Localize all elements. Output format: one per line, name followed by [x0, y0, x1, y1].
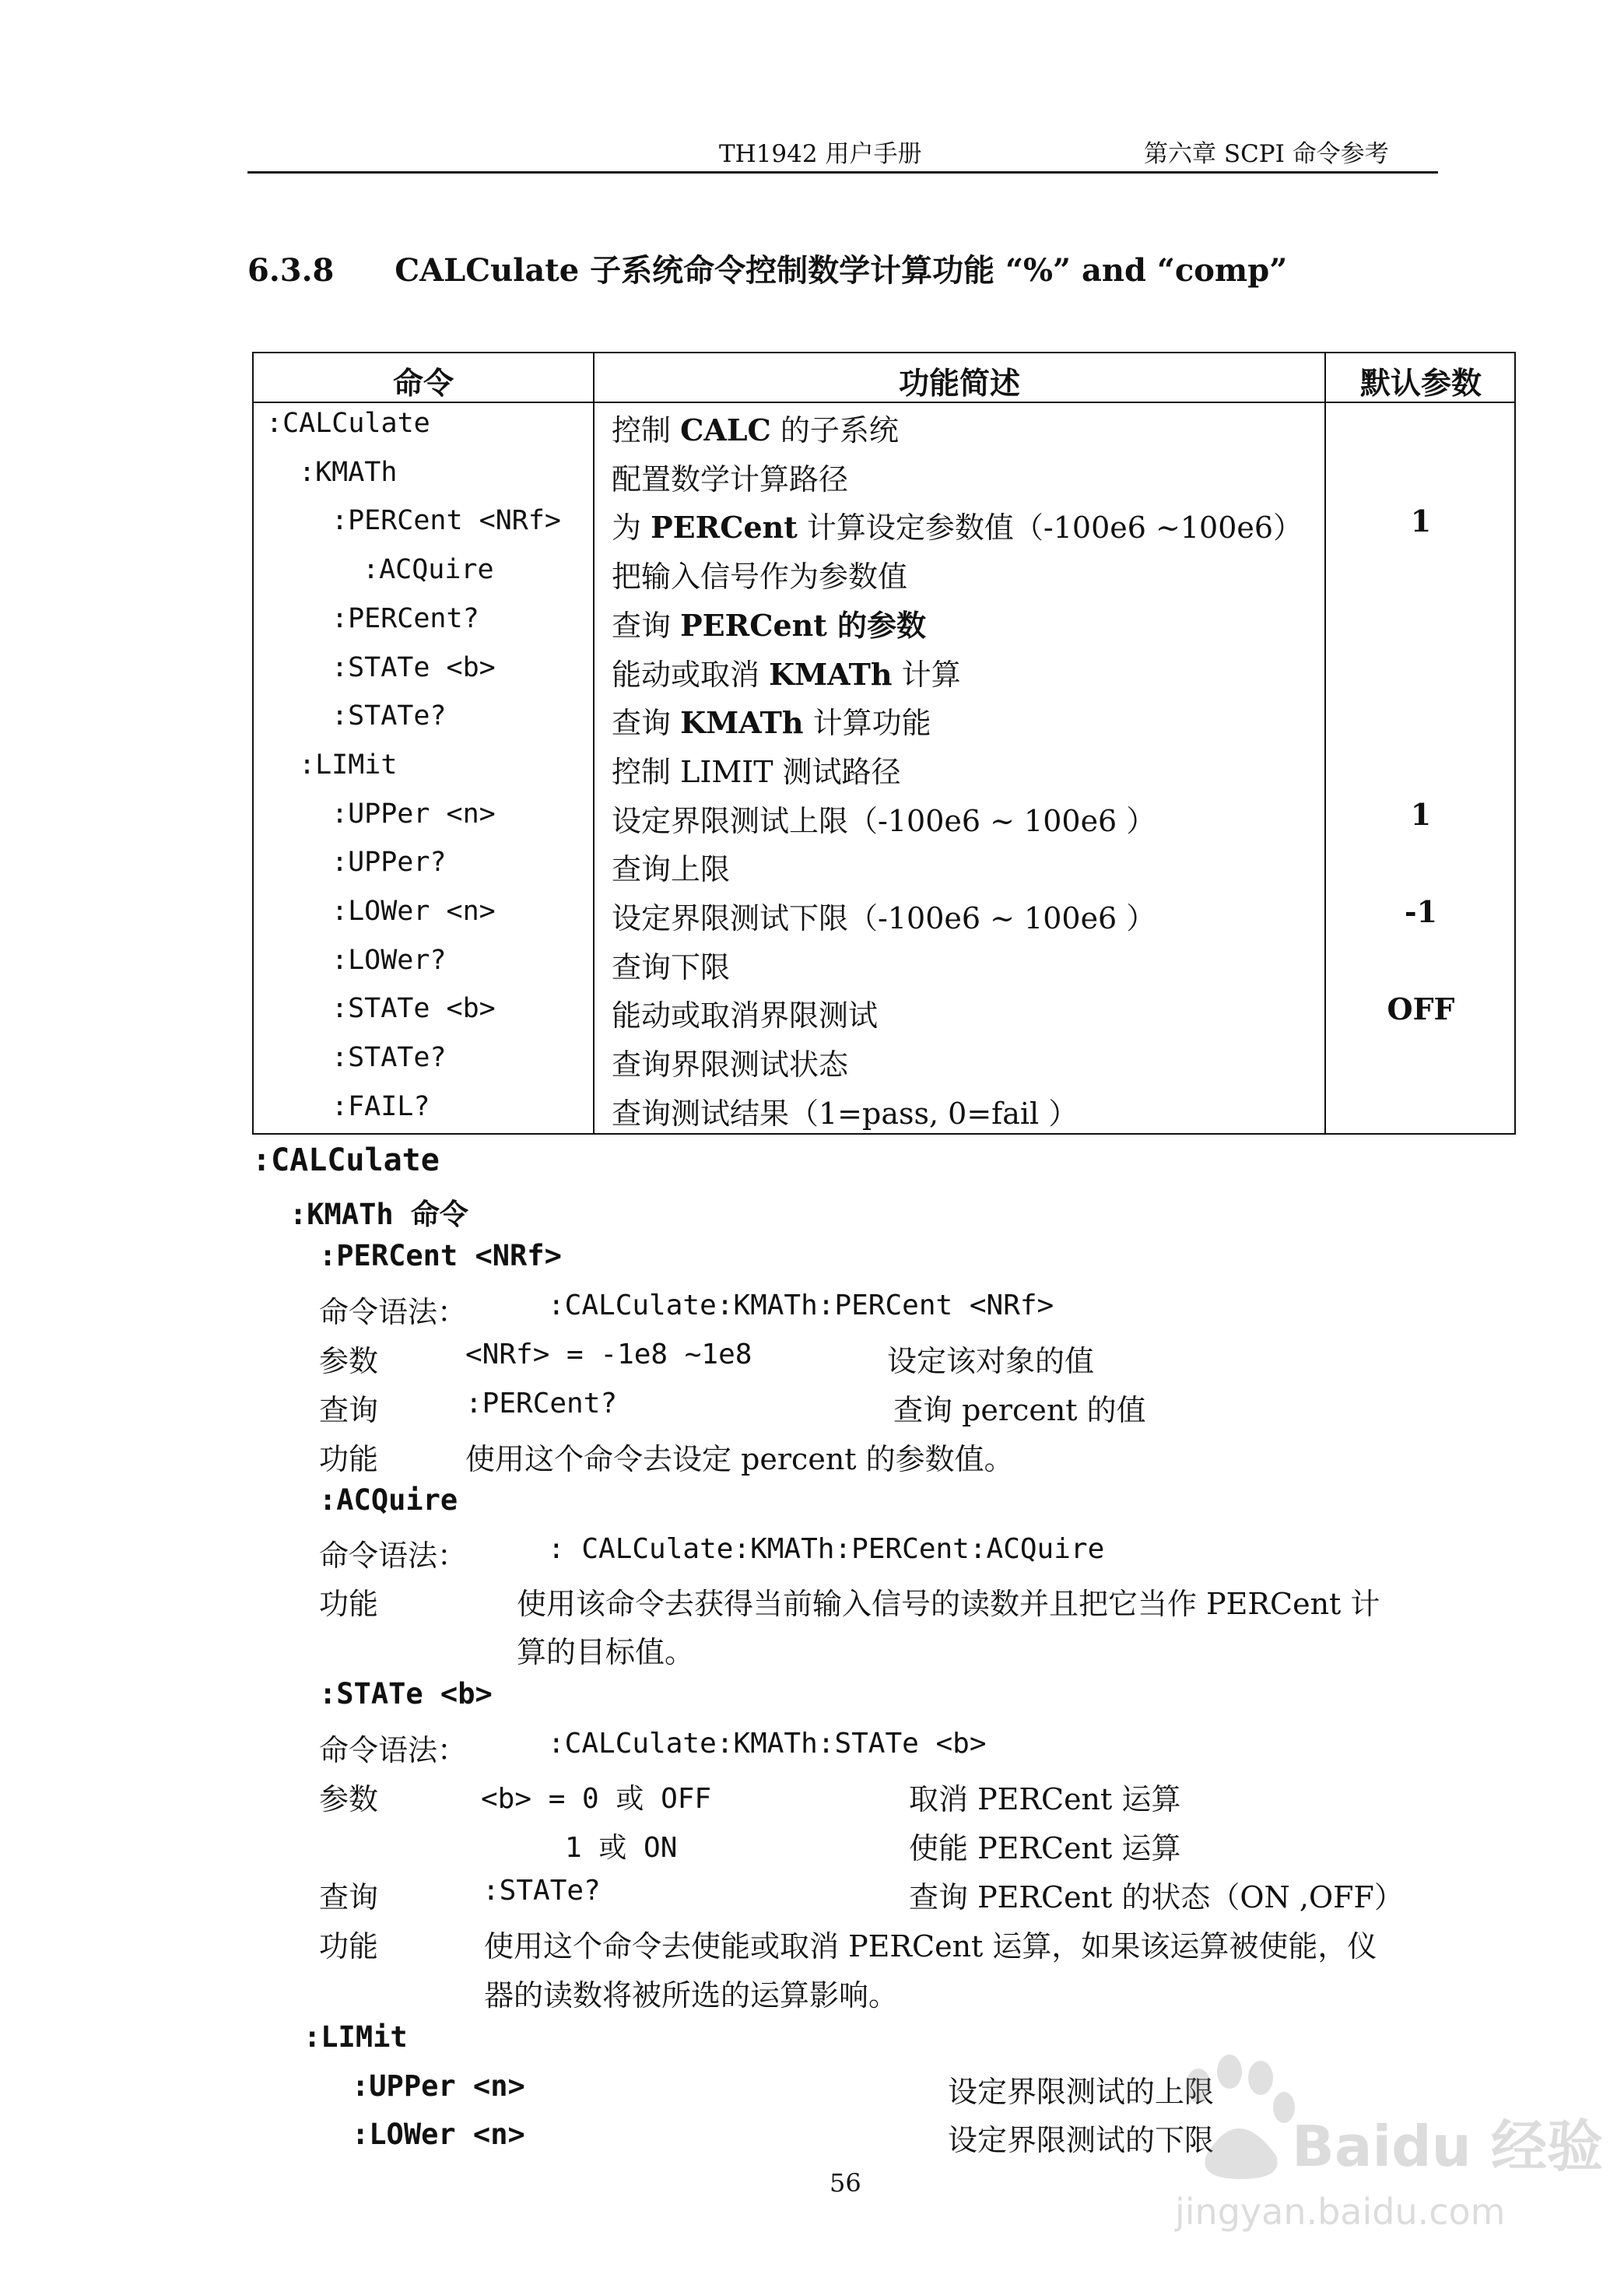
- description-cell: [612, 602, 926, 644]
- description-cell: [612, 504, 1303, 546]
- watermark-text: Baidu 经验: [1292, 2114, 1604, 2179]
- description-cell: [612, 699, 931, 742]
- section-title-text: CALCulate 子系统命令控制数学计算功能 “%” and “comp”: [395, 252, 1288, 289]
- command-cell: :ACQuire: [363, 554, 494, 586]
- state-syntax-label: 命令语法：: [319, 1733, 468, 1767]
- description-cell: [612, 748, 901, 791]
- table-row: [254, 795, 1514, 844]
- baidu-watermark: [1167, 2055, 1604, 2249]
- command-cell: :KMATh: [299, 456, 398, 488]
- table-row: [254, 551, 1514, 600]
- acquire-func-1: 使用该命令去获得当前输入信号的读数并且把它当作 PERCent 计: [517, 1587, 1380, 1621]
- lower-desc: 设定界限测试的下限: [948, 2123, 1215, 2157]
- table-row: [254, 697, 1514, 746]
- description-cell: [612, 1040, 848, 1083]
- description-text: 查询下限: [612, 949, 731, 984]
- description-cell: [612, 894, 1156, 937]
- acquire-heading: :ACQuire: [319, 1483, 458, 1517]
- description-cell: [612, 797, 1156, 840]
- table-row: [254, 990, 1514, 1039]
- command-cell: :STATe?: [331, 1042, 447, 1074]
- table-header-command: 命令: [392, 366, 454, 402]
- acquire-func-label: 功能: [319, 1587, 379, 1621]
- default-cell: OFF: [1387, 991, 1455, 1027]
- description-bold-text: PERCent: [651, 510, 798, 546]
- description-text: 查询: [612, 706, 681, 741]
- state-func-1: 使用这个命令去使能或取消 PERCent 运算，如果该运算被使能，仪: [484, 1929, 1377, 1963]
- state-param-2: 1 或 ON: [565, 1832, 678, 1864]
- default-cell: 1: [1410, 504, 1432, 539]
- table-row: [254, 893, 1514, 942]
- description-text: 把输入信号作为参数值: [612, 560, 908, 595]
- table-row: [254, 600, 1514, 649]
- acquire-func-2: 算的目标值。: [517, 1635, 695, 1669]
- command-cell: :STATe <b>: [331, 651, 496, 683]
- state-param-1-desc: 取消 PERCent 运算: [909, 1782, 1181, 1816]
- command-cell: :CALCulate: [266, 408, 430, 439]
- command-cell: :PERCent?: [331, 602, 479, 634]
- upper-desc: 设定界限测试的上限: [948, 2075, 1215, 2109]
- percent-param: <NRf> = -1e8 ~1e8: [465, 1339, 752, 1370]
- limit-heading: :LIMit: [303, 2020, 408, 2054]
- table-header-default: 默认参数: [1359, 366, 1482, 402]
- description-text: 控制 LIMIT 测试路径: [612, 754, 901, 789]
- percent-func: 使用这个命令去设定 percent 的参数值。: [465, 1442, 1014, 1476]
- command-cell: :UPPer <n>: [331, 798, 496, 830]
- state-query: :STATe?: [482, 1875, 601, 1907]
- command-cell: :STATe?: [331, 700, 447, 732]
- description-cell: [612, 455, 848, 498]
- description-text: 查询: [612, 608, 681, 643]
- table-header-description: 功能简述: [898, 366, 1020, 402]
- command-cell: :LOWer <n>: [331, 896, 496, 927]
- state-param-label: 参数: [319, 1782, 379, 1816]
- table-row: [254, 942, 1514, 991]
- default-cell: 1: [1410, 796, 1432, 832]
- description-bold-text: CALC: [680, 412, 771, 447]
- description-bold-text: PERCent 的参数: [680, 607, 927, 643]
- acquire-syntax-label: 命令语法：: [319, 1539, 468, 1573]
- lower-heading: :LOWer <n>: [352, 2118, 525, 2151]
- table-row: [254, 649, 1514, 698]
- state-syntax: :CALCulate:KMATh:STATe <b>: [548, 1728, 987, 1760]
- command-cell: :UPPer?: [331, 847, 447, 879]
- description-text: 查询上限: [612, 852, 731, 887]
- acquire-syntax: : CALCulate:KMATh:PERCent:ACQuire: [548, 1533, 1105, 1565]
- table-row: [254, 844, 1514, 893]
- calc-heading: :CALCulate: [252, 1142, 440, 1178]
- description-bold-text: KMATh: [769, 656, 893, 692]
- description-text: 计算设定参数值（-100e6 ~100e6）: [797, 511, 1303, 546]
- command-cell: :STATe <b>: [331, 993, 496, 1025]
- percent-query: :PERCent?: [465, 1388, 618, 1419]
- description-text: 查询界限测试状态: [612, 1047, 849, 1083]
- page-number: 56: [830, 2168, 861, 2198]
- upper-heading: :UPPer <n>: [352, 2069, 525, 2103]
- state-param-1: <b> = 0 或 OFF: [481, 1783, 712, 1815]
- state-query-label: 查询: [319, 1880, 379, 1914]
- state-heading: :STATe <b>: [319, 1677, 493, 1711]
- description-bold-text: KMATh: [680, 705, 804, 741]
- command-cell: :LIMit: [299, 749, 398, 781]
- description-cell: [612, 553, 907, 595]
- command-table: [252, 352, 1516, 1135]
- description-text: 设定界限测试上限（-100e6 ~ 100e6 ）: [612, 803, 1156, 838]
- percent-param-label: 参数: [319, 1344, 379, 1378]
- state-param-2-desc: 使能 PERCent 运算: [909, 1831, 1181, 1865]
- description-cell: [612, 991, 878, 1034]
- table-row: [254, 746, 1514, 795]
- description-text: 查询测试结果（1=pass, 0=fail ）: [612, 1096, 1079, 1131]
- table-row: [254, 1039, 1514, 1088]
- description-cell: [612, 943, 730, 986]
- table-row: [254, 1088, 1514, 1137]
- description-cell: [612, 651, 961, 693]
- command-cell: :PERCent <NRf>: [331, 505, 562, 537]
- percent-heading: :PERCent <NRf>: [319, 1239, 562, 1272]
- description-text: 设定界限测试下限（-100e6 ~ 100e6 ）: [612, 901, 1156, 935]
- section-number: 6.3.8: [247, 252, 335, 289]
- percent-syntax-label: 命令语法：: [319, 1295, 468, 1329]
- percent-query-label: 查询: [319, 1393, 379, 1427]
- header-right: 第六章 SCPI 命令参考: [1144, 140, 1389, 168]
- state-func-label: 功能: [319, 1929, 379, 1963]
- description-text: 能动或取消: [612, 657, 770, 692]
- watermark-url: jingyan.baidu.com: [1175, 2191, 1506, 2233]
- state-func-2: 器的读数将被所选的运算影响。: [484, 1978, 899, 2013]
- table-row: [254, 405, 1514, 454]
- header-left: TH1942 用户手册: [719, 140, 922, 168]
- percent-param-desc: 设定该对象的值: [887, 1344, 1095, 1378]
- percent-func-label: 功能: [319, 1442, 379, 1476]
- header-rule: [247, 171, 1438, 174]
- description-text: 计算: [892, 657, 961, 692]
- table-row: [254, 454, 1514, 503]
- state-query-desc: 查询 PERCent 的状态（ON ,OFF）: [909, 1880, 1404, 1914]
- section-title: [247, 246, 1287, 290]
- command-cell: :LOWer?: [331, 944, 447, 976]
- description-text: 为: [612, 511, 651, 546]
- description-text: 配置数学计算路径: [612, 461, 849, 497]
- description-text: 能动或取消界限测试: [612, 998, 879, 1033]
- percent-syntax: :CALCulate:KMATh:PERCent <NRf>: [548, 1290, 1054, 1321]
- kmath-heading: :KMATh 命令: [289, 1198, 468, 1231]
- description-text: 控制: [612, 413, 681, 447]
- command-cell: :FAIL?: [331, 1090, 430, 1122]
- default-cell: -1: [1404, 894, 1438, 929]
- description-text: 的子系统: [770, 413, 899, 447]
- description-cell: [612, 406, 899, 449]
- description-cell: [612, 845, 730, 888]
- table-row: [254, 502, 1514, 551]
- description-text: 计算功能: [803, 706, 931, 741]
- description-cell: [612, 1090, 1078, 1132]
- percent-query-desc: 查询 percent 的值: [893, 1393, 1146, 1427]
